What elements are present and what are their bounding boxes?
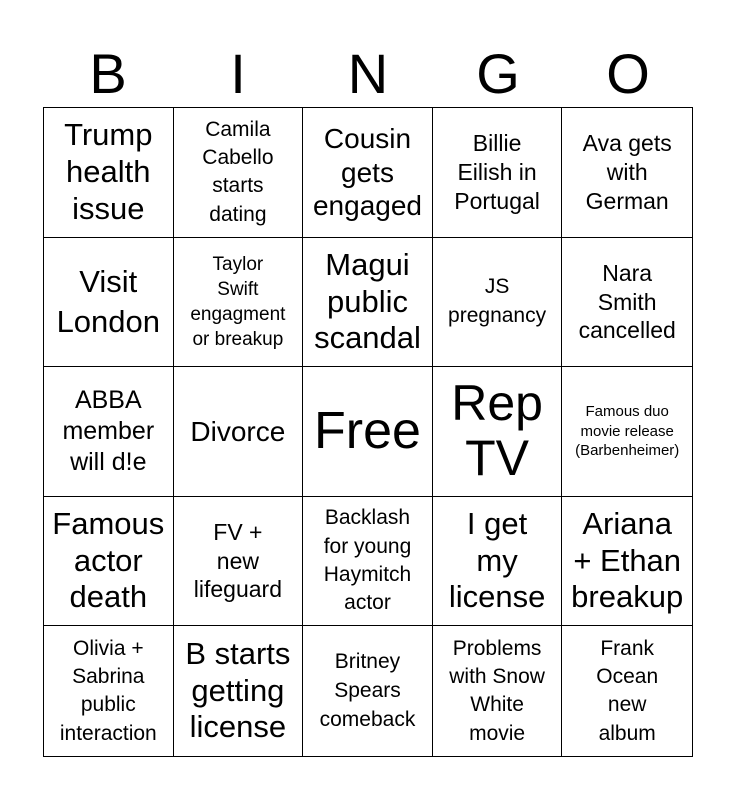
bingo-cell[interactable]	[433, 626, 563, 756]
bingo-cell[interactable]	[303, 626, 433, 756]
bingo-cell[interactable]	[433, 367, 563, 497]
bingo-cell[interactable]	[562, 108, 692, 238]
cell-text: B starts getting license	[185, 636, 291, 745]
bingo-cell[interactable]	[44, 238, 174, 368]
bingo-cell[interactable]	[562, 238, 692, 368]
cell-text: Free	[314, 401, 421, 460]
header-letter-b: B	[89, 42, 127, 105]
bingo-cell[interactable]	[174, 367, 304, 497]
cell-text: JS pregnancy	[448, 274, 547, 327]
bingo-cell[interactable]	[303, 497, 433, 627]
cell-text: Famous actor death	[52, 506, 165, 615]
cell-text: FV + new lifeguard	[193, 518, 282, 603]
cell-text: Taylor Swift engagment or breakup	[190, 253, 286, 350]
bingo-cell[interactable]	[303, 108, 433, 238]
bingo-cell[interactable]	[303, 238, 433, 368]
cell-text: Problems with Snow White movie	[449, 636, 545, 745]
bingo-cell[interactable]	[562, 367, 692, 497]
cell-text: Rep TV	[451, 375, 543, 487]
header-letter-o: O	[606, 42, 650, 105]
bingo-cell[interactable]	[433, 108, 563, 238]
cell-text: Trump health issue	[64, 117, 153, 226]
bingo-cell[interactable]	[174, 108, 304, 238]
cell-text: I get my license	[448, 506, 546, 615]
cell-text: Visit London	[56, 263, 161, 339]
bingo-cell[interactable]	[44, 497, 174, 627]
cell-text: Cousin gets engaged	[312, 122, 422, 222]
cell-text: Britney Spears comeback	[319, 649, 416, 731]
bingo-header	[43, 40, 693, 108]
bingo-cell[interactable]	[174, 238, 304, 368]
bingo-cell[interactable]	[174, 497, 304, 627]
bingo-cell[interactable]	[44, 626, 174, 756]
cell-text: Ariana + Ethan breakup	[571, 506, 684, 615]
header-letter-g: G	[476, 42, 520, 105]
bingo-board	[43, 107, 693, 757]
bingo-cell[interactable]	[562, 626, 692, 756]
cell-text: Billie Eilish in Portugal	[454, 130, 540, 214]
bingo-cell[interactable]	[433, 497, 563, 627]
header-letter-i: I	[230, 42, 246, 105]
cell-text: Olivia + Sabrina public interaction	[59, 636, 157, 745]
cell-text: Ava gets with German	[582, 130, 672, 214]
cell-text: Nara Smith cancelled	[578, 259, 676, 344]
header-letter-n: N	[347, 42, 389, 105]
bingo-cell[interactable]	[44, 108, 174, 238]
bingo-cell[interactable]	[562, 497, 692, 627]
bingo-cell[interactable]	[174, 626, 304, 756]
cell-text: Magui public scandal	[314, 247, 421, 356]
bingo-cell[interactable]	[433, 238, 563, 368]
bingo-cell-free[interactable]	[303, 367, 433, 497]
cell-text: Divorce	[190, 415, 286, 447]
cell-text: ABBA member will d!e	[62, 385, 155, 477]
cell-text: Frank Ocean new album	[596, 636, 659, 745]
cell-text: Backlash for young Haymitch actor	[323, 506, 412, 615]
cell-text: Famous duo movie release (Barbenheimer)	[575, 402, 680, 460]
cell-text: Camila Cabello starts dating	[202, 117, 274, 226]
bingo-cell[interactable]	[44, 367, 174, 497]
